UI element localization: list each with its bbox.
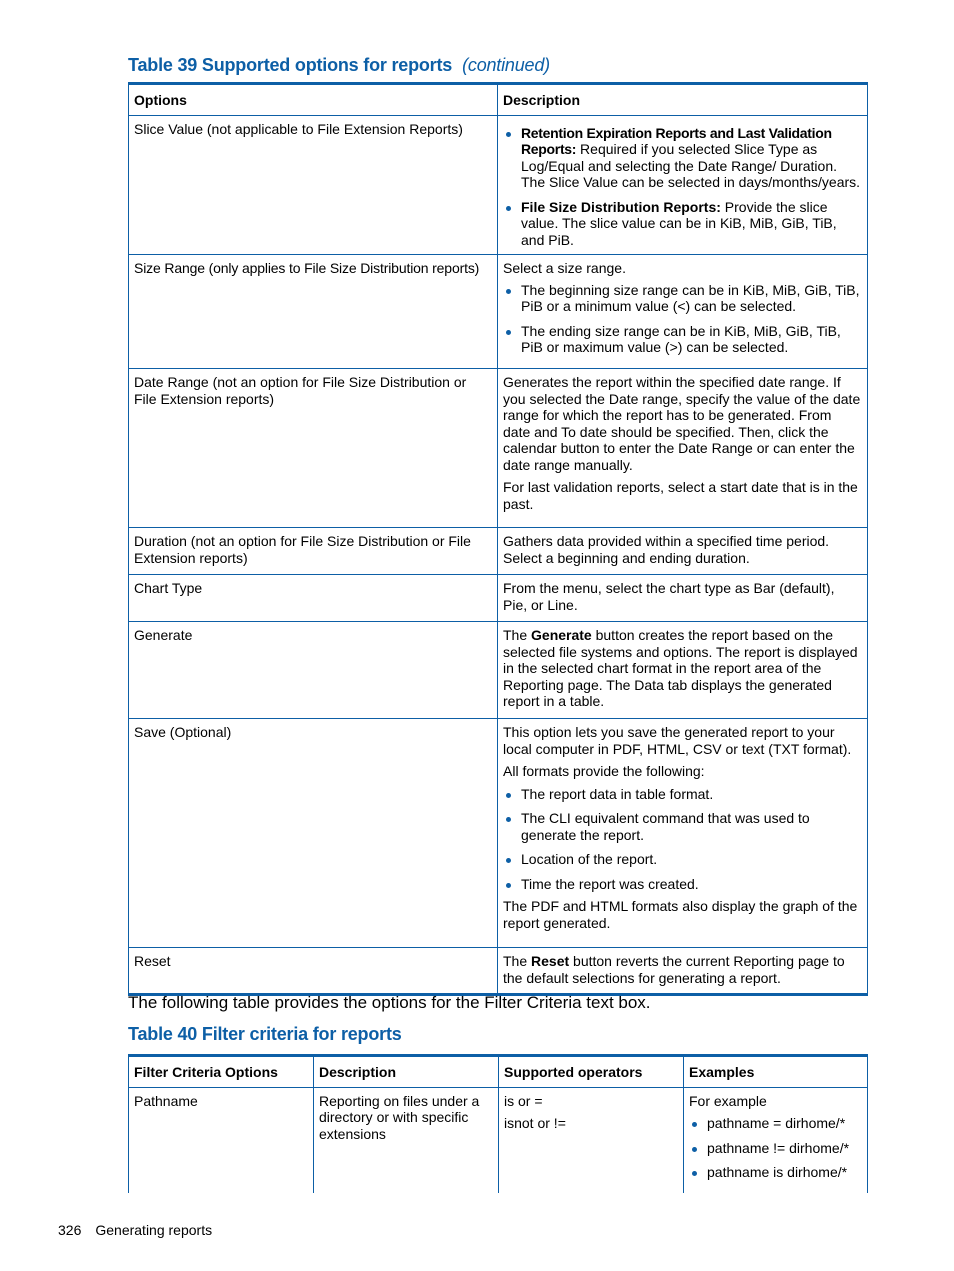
paragraph: The PDF and HTML formats also display the graph of the report generated.: [503, 898, 858, 931]
description-cell: [498, 528, 868, 575]
list-item: pathname = dirhome/*: [707, 1115, 862, 1132]
description-cell: [498, 115, 868, 255]
list-item: The ending size range can be in KiB, MiB, GiB, TiB, PiB or maximum value (>) can be selected.: [521, 323, 862, 356]
bullet-list: [503, 125, 862, 249]
bullet-text: Provide the slice value. The slice value can be in KiB, MiB, GiB, TiB, and PiB.: [521, 198, 837, 248]
operator: is or =: [504, 1092, 543, 1109]
column-header-examples: Examples: [684, 1056, 868, 1088]
table-row: [129, 719, 868, 948]
table-header-row: [129, 84, 868, 116]
option-cell: Save (Optional): [129, 719, 498, 948]
option-cell: Duration (not an option for File Size Distribution or File Extension reports): [129, 528, 498, 575]
option-cell: Date Range (not an option for File Size Distribution or File Extension reports): [129, 369, 498, 528]
table-row: [129, 575, 868, 622]
table-row: [129, 1087, 868, 1193]
table-row: [129, 369, 868, 528]
examples-lead: For example: [689, 1092, 767, 1109]
list-item: Location of the report.: [521, 851, 862, 868]
list-item: Time the report was created.: [521, 876, 862, 893]
table-row: [129, 948, 868, 995]
table-40-clip: [0, 1053, 954, 1193]
text-prefix: The: [503, 627, 532, 643]
section-title: Generating reports: [95, 1222, 213, 1238]
list-item: [521, 125, 862, 191]
bullet-text: Required if you selected Slice Type as Log/Equal and selecting the Date Range/ Duration. The Slice Value can be selected in days/months/years.: [521, 141, 861, 190]
description-cell: [498, 719, 868, 948]
paragraph: Generates the report within the specified date range. If you selected the Date range, specify the value of the date range for which the report has to be generated. From date and To date should be specified. Then, click the calendar button to enter the Date Range or can enter the date range manually.: [503, 374, 861, 473]
examples-cell: [684, 1087, 868, 1193]
bullet-list: [503, 282, 862, 356]
lead-text: Select a size range.: [503, 260, 626, 276]
column-header-filter-criteria: Filter Criteria Options: [129, 1056, 314, 1088]
bullet-list: [689, 1115, 862, 1181]
table-39-caption: [128, 55, 550, 76]
page-number: 326: [58, 1222, 82, 1238]
option-cell: Slice Value (not applicable to File Extension Reports): [129, 115, 498, 255]
operator: isnot or !=: [504, 1115, 566, 1131]
table-40: [128, 1054, 868, 1193]
description-cell: [498, 622, 868, 719]
text-suffix: button reverts the current Reporting page to the default selections for generating a report.: [503, 953, 845, 986]
bullet-list: [503, 786, 862, 893]
option-cell: Size Range (only applies to File Size Distribution reports): [129, 255, 498, 369]
list-item: The report data in table format.: [521, 786, 862, 803]
table-39: [128, 82, 868, 996]
page-footer: [58, 1222, 212, 1238]
table-row: [129, 115, 868, 255]
operators-cell: [499, 1087, 684, 1193]
list-item: [521, 199, 862, 249]
column-header-operators: Supported operators: [499, 1056, 684, 1088]
paragraph: From the menu, select the chart type as Bar (default), Pie, or Line.: [503, 580, 835, 613]
description-cell: [498, 575, 868, 622]
table-40-caption: Table 40 Filter criteria for reports: [128, 1024, 402, 1044]
description-cell: [498, 369, 868, 528]
text-prefix: The: [503, 953, 532, 969]
continued-label: (continued): [462, 55, 550, 75]
table-39-title: Table 39 Supported options for reports: [128, 55, 453, 75]
option-cell: Chart Type: [129, 575, 498, 622]
table-row: [129, 255, 868, 369]
table-row: [129, 528, 868, 575]
column-header-description: Description: [314, 1056, 499, 1088]
paragraph: This option lets you save the generated report to your local computer in PDF, HTML, CSV or text (TXT format).: [503, 724, 852, 757]
column-header-options: Options: [129, 84, 498, 116]
column-header-description: Description: [498, 84, 868, 116]
list-item: pathname is dirhome/*: [707, 1164, 862, 1181]
bold-term: Generate: [531, 627, 592, 643]
option-cell: Generate: [129, 622, 498, 719]
bold-term: File Size Distribution Reports:: [521, 198, 721, 215]
table-header-row: [129, 1056, 868, 1088]
description-cell: Reporting on files under a directory or with specific extensions: [314, 1087, 499, 1193]
table-row: [129, 622, 868, 719]
list-item: The beginning size range can be in KiB, MiB, GiB, TiB, PiB or a minimum value (<) can be selected.: [521, 282, 862, 315]
paragraph: All formats provide the following:: [503, 763, 705, 779]
paragraph: For last validation reports, select a start date that is in the past.: [503, 479, 858, 512]
option-cell: Reset: [129, 948, 498, 995]
paragraph: Gathers data provided within a specified time period. Select a beginning and ending duration.: [503, 533, 830, 566]
description-cell: [498, 948, 868, 995]
bold-term: Retention Expiration Reports and Last Validation Reports:: [521, 124, 832, 157]
option-cell: Pathname: [129, 1087, 314, 1193]
bold-term: Reset: [531, 953, 570, 969]
description-cell: [498, 255, 868, 369]
list-item: pathname != dirhome/*: [707, 1140, 862, 1157]
list-item: The CLI equivalent command that was used to generate the report.: [521, 810, 862, 843]
text-suffix: button creates the report based on the selected file systems and options. The report is displayed in the selected chart format in the report area of the Reporting page. The Data tab displays the generated report in a table.: [503, 627, 858, 709]
intro-paragraph: The following table provides the options for the Filter Criteria text box.: [128, 993, 651, 1012]
